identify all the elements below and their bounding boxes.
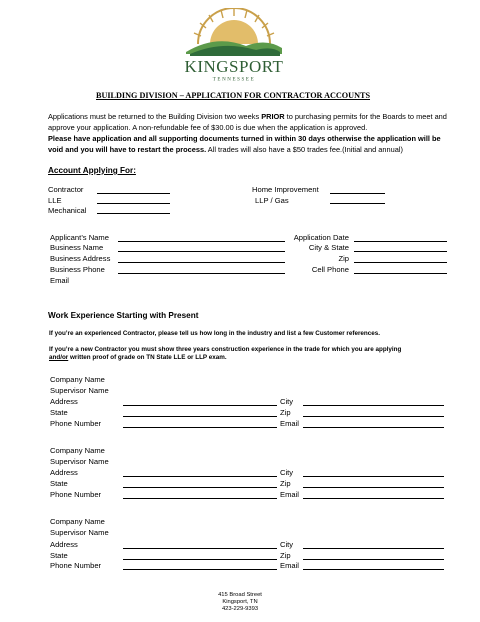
intro-fee: All trades will also have a $50 trades fee.(Initial and annual) xyxy=(206,144,403,154)
city-field[interactable] xyxy=(303,548,444,549)
zip-field[interactable] xyxy=(303,559,444,560)
application-date-label: Application Date xyxy=(293,233,349,242)
supervisor-name-label: Supervisor Name xyxy=(50,457,109,466)
intro-text-a: Applications must be returned to the Building Division two weeks xyxy=(48,112,262,121)
phone-number-label: Phone Number xyxy=(50,419,102,428)
email-field[interactable] xyxy=(303,569,444,570)
business-name-label: Business Name xyxy=(50,243,104,252)
phone-number-field[interactable] xyxy=(123,498,277,499)
business-address-label: Business Address xyxy=(50,254,111,263)
zip-label: Zip xyxy=(280,408,291,417)
zip-field[interactable] xyxy=(303,487,444,488)
account-home-improvement-field[interactable] xyxy=(330,193,385,194)
cell-phone-field[interactable] xyxy=(354,273,447,274)
work-note-new-contractor xyxy=(49,346,419,363)
logo-state: TENNESSEE xyxy=(212,77,256,83)
phone-number-field[interactable] xyxy=(123,427,277,428)
company-name-label: Company Name xyxy=(50,375,105,384)
city-field[interactable] xyxy=(303,476,444,477)
work-note-text-b: written proof of grade on TN State LLE or LLP exam. xyxy=(68,354,227,362)
account-contractor-label: Contractor xyxy=(48,185,84,194)
email-label: Email xyxy=(280,490,299,499)
city-state-field[interactable] xyxy=(354,251,447,252)
phone-number-field[interactable] xyxy=(123,569,277,570)
phone-number-label: Phone Number xyxy=(50,490,102,499)
hills-icon xyxy=(186,41,282,56)
work-note-text-a: If you’re a new Contractor you must show three years construction experience in the trade for which you are applying xyxy=(49,346,402,353)
email-field[interactable] xyxy=(303,498,444,499)
state-label: State xyxy=(50,408,68,417)
zip-field[interactable] xyxy=(303,416,444,417)
state-label: State xyxy=(50,551,68,560)
address-field[interactable] xyxy=(123,548,277,549)
supervisor-name-label: Supervisor Name xyxy=(50,528,109,537)
email-field[interactable] xyxy=(303,427,444,428)
sun-icon xyxy=(194,8,274,44)
applicant-name-label: Applicant’s Name xyxy=(50,233,109,242)
zip-field[interactable] xyxy=(354,262,447,263)
company-name-label: Company Name xyxy=(50,446,105,455)
address-label: Address xyxy=(50,540,78,549)
account-contractor-field[interactable] xyxy=(97,193,170,194)
account-lle-label: LLE xyxy=(48,196,62,205)
cell-phone-label: Cell Phone xyxy=(311,265,349,274)
address-field[interactable] xyxy=(123,476,277,477)
intro-warning: Please have application and all supporting documents turned in within 30 days otherwise the application will be void and you will have to restart the process. xyxy=(48,134,441,154)
zip-label: Zip xyxy=(280,551,291,560)
page-title: BUILDING DIVISION – APPLICATION FOR CONTRACTOR ACCOUNTS xyxy=(96,91,371,100)
state-field[interactable] xyxy=(123,487,277,488)
intro-paragraph-2 xyxy=(48,134,448,156)
phone-number-label: Phone Number xyxy=(50,561,102,570)
business-phone-label: Business Phone xyxy=(50,265,105,274)
footer-address xyxy=(180,592,300,613)
email-label: Email xyxy=(280,419,299,428)
intro-paragraph-1 xyxy=(48,112,448,134)
city-state-label: City & State xyxy=(308,243,349,252)
city-label: City xyxy=(280,468,294,477)
logo-wordmark: KINGSPORT xyxy=(184,57,284,76)
state-label: State xyxy=(50,479,68,488)
work-note-experienced: If you’re an experienced Contractor, please tell us how long in the industry and list a few Customer references. xyxy=(49,330,381,337)
account-lle-field[interactable] xyxy=(97,203,170,204)
work-experience-heading: Work Experience Starting with Present xyxy=(48,311,199,320)
state-field[interactable] xyxy=(123,559,277,560)
intro-prior: PRIOR xyxy=(261,112,285,121)
account-mechanical-label: Mechanical xyxy=(48,206,87,215)
address-label: Address xyxy=(50,397,78,406)
footer-city: Kingsport, TN xyxy=(222,599,258,605)
application-date-field[interactable] xyxy=(354,241,447,242)
work-note-and-or: and/or xyxy=(49,354,69,362)
footer-street: 415 Broad Street xyxy=(218,592,262,598)
intro-text-b: to purchasing permits for the Boards to meet and approve your application. A non-refundable fee of $30.00 is due when the application is approved. xyxy=(48,112,447,132)
email-label: Email xyxy=(280,561,299,570)
state-field[interactable] xyxy=(123,416,277,417)
account-llp-gas-label: LLP / Gas xyxy=(255,196,289,205)
account-home-improvement-label: Home Improvement xyxy=(252,185,319,194)
account-heading: Account Applying For: xyxy=(48,166,136,175)
zip-label: Zip xyxy=(280,479,291,488)
city-label: City xyxy=(280,397,294,406)
address-label: Address xyxy=(50,468,78,477)
zip-label: Zip xyxy=(338,254,349,263)
account-mechanical-field[interactable] xyxy=(97,213,170,214)
company-name-label: Company Name xyxy=(50,517,105,526)
email-label: Email xyxy=(50,276,69,285)
kingsport-logo xyxy=(176,8,292,84)
account-llp-gas-field[interactable] xyxy=(330,203,385,204)
city-field[interactable] xyxy=(303,405,444,406)
footer-phone: 423-229-9393 xyxy=(221,606,259,612)
city-label: City xyxy=(280,540,294,549)
supervisor-name-label: Supervisor Name xyxy=(50,386,109,395)
address-field[interactable] xyxy=(123,405,277,406)
